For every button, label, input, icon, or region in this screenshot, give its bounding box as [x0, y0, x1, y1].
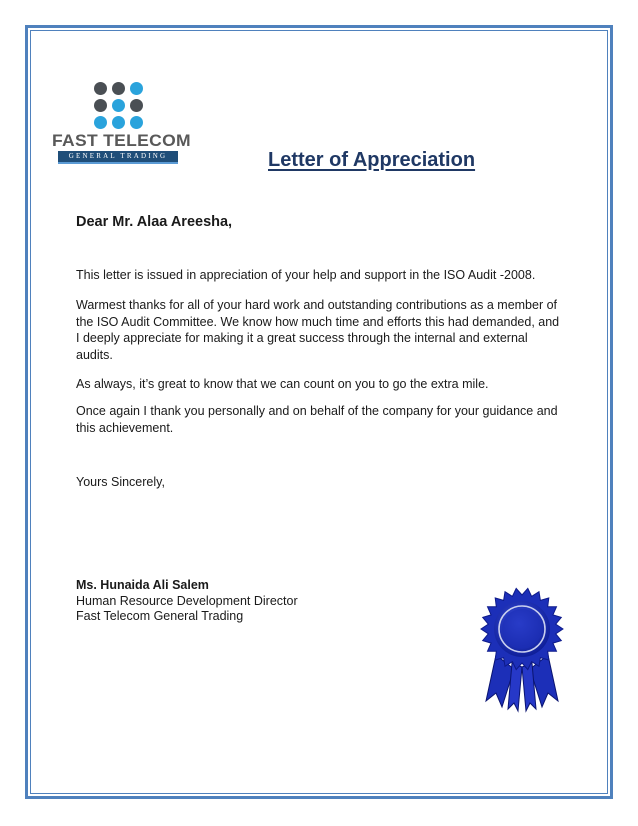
logo-dot: [94, 99, 107, 112]
logo-dot: [112, 116, 125, 129]
logo-tagline: GENERAL TRADING: [68, 152, 168, 160]
logo-dot: [130, 82, 143, 95]
paragraph-4: Once again I thank you personally and on behalf of the company for your guidance and this achievement.: [76, 404, 558, 435]
signatory-position: Human Resource Development Director: [76, 593, 298, 608]
signatory-name: Ms. Hunaida Ali Salem: [76, 578, 209, 592]
logo-dots-icon: [94, 82, 144, 132]
company-logo: [52, 82, 191, 167]
logo-dot: [112, 82, 125, 95]
closing: Yours Sincerely,: [76, 475, 165, 489]
paragraph-3: As always, it’s great to know that we can count on you to go the extra mile.: [76, 377, 489, 391]
logo-dot: [130, 99, 143, 112]
paragraph-1: This letter is issued in appreciation of your help and support in the ISO Audit -2008.: [76, 268, 536, 282]
logo-dot: [94, 82, 107, 95]
greeting: Dear Mr. Alaa Areesha,: [76, 214, 233, 230]
signatory-company: Fast Telecom General Trading: [76, 609, 244, 623]
logo-tagline-bar: [58, 151, 178, 164]
logo-brand-name: FAST TELECOM: [52, 131, 191, 150]
logo-dot: [94, 116, 107, 129]
award-ribbon-icon: [474, 585, 570, 717]
letter-title: Letter of Appreciation: [268, 149, 476, 171]
paragraph-2: Warmest thanks for all of your hard work and outstanding contributions as a member of the ISO Audit Committee. We know how much time and efforts this had demanded, and I deeply appreciate for making it a great success through the internal and external audits.: [76, 298, 560, 362]
logo-dot: [112, 99, 125, 112]
signature-block: [76, 578, 298, 625]
logo-dot: [130, 116, 143, 129]
